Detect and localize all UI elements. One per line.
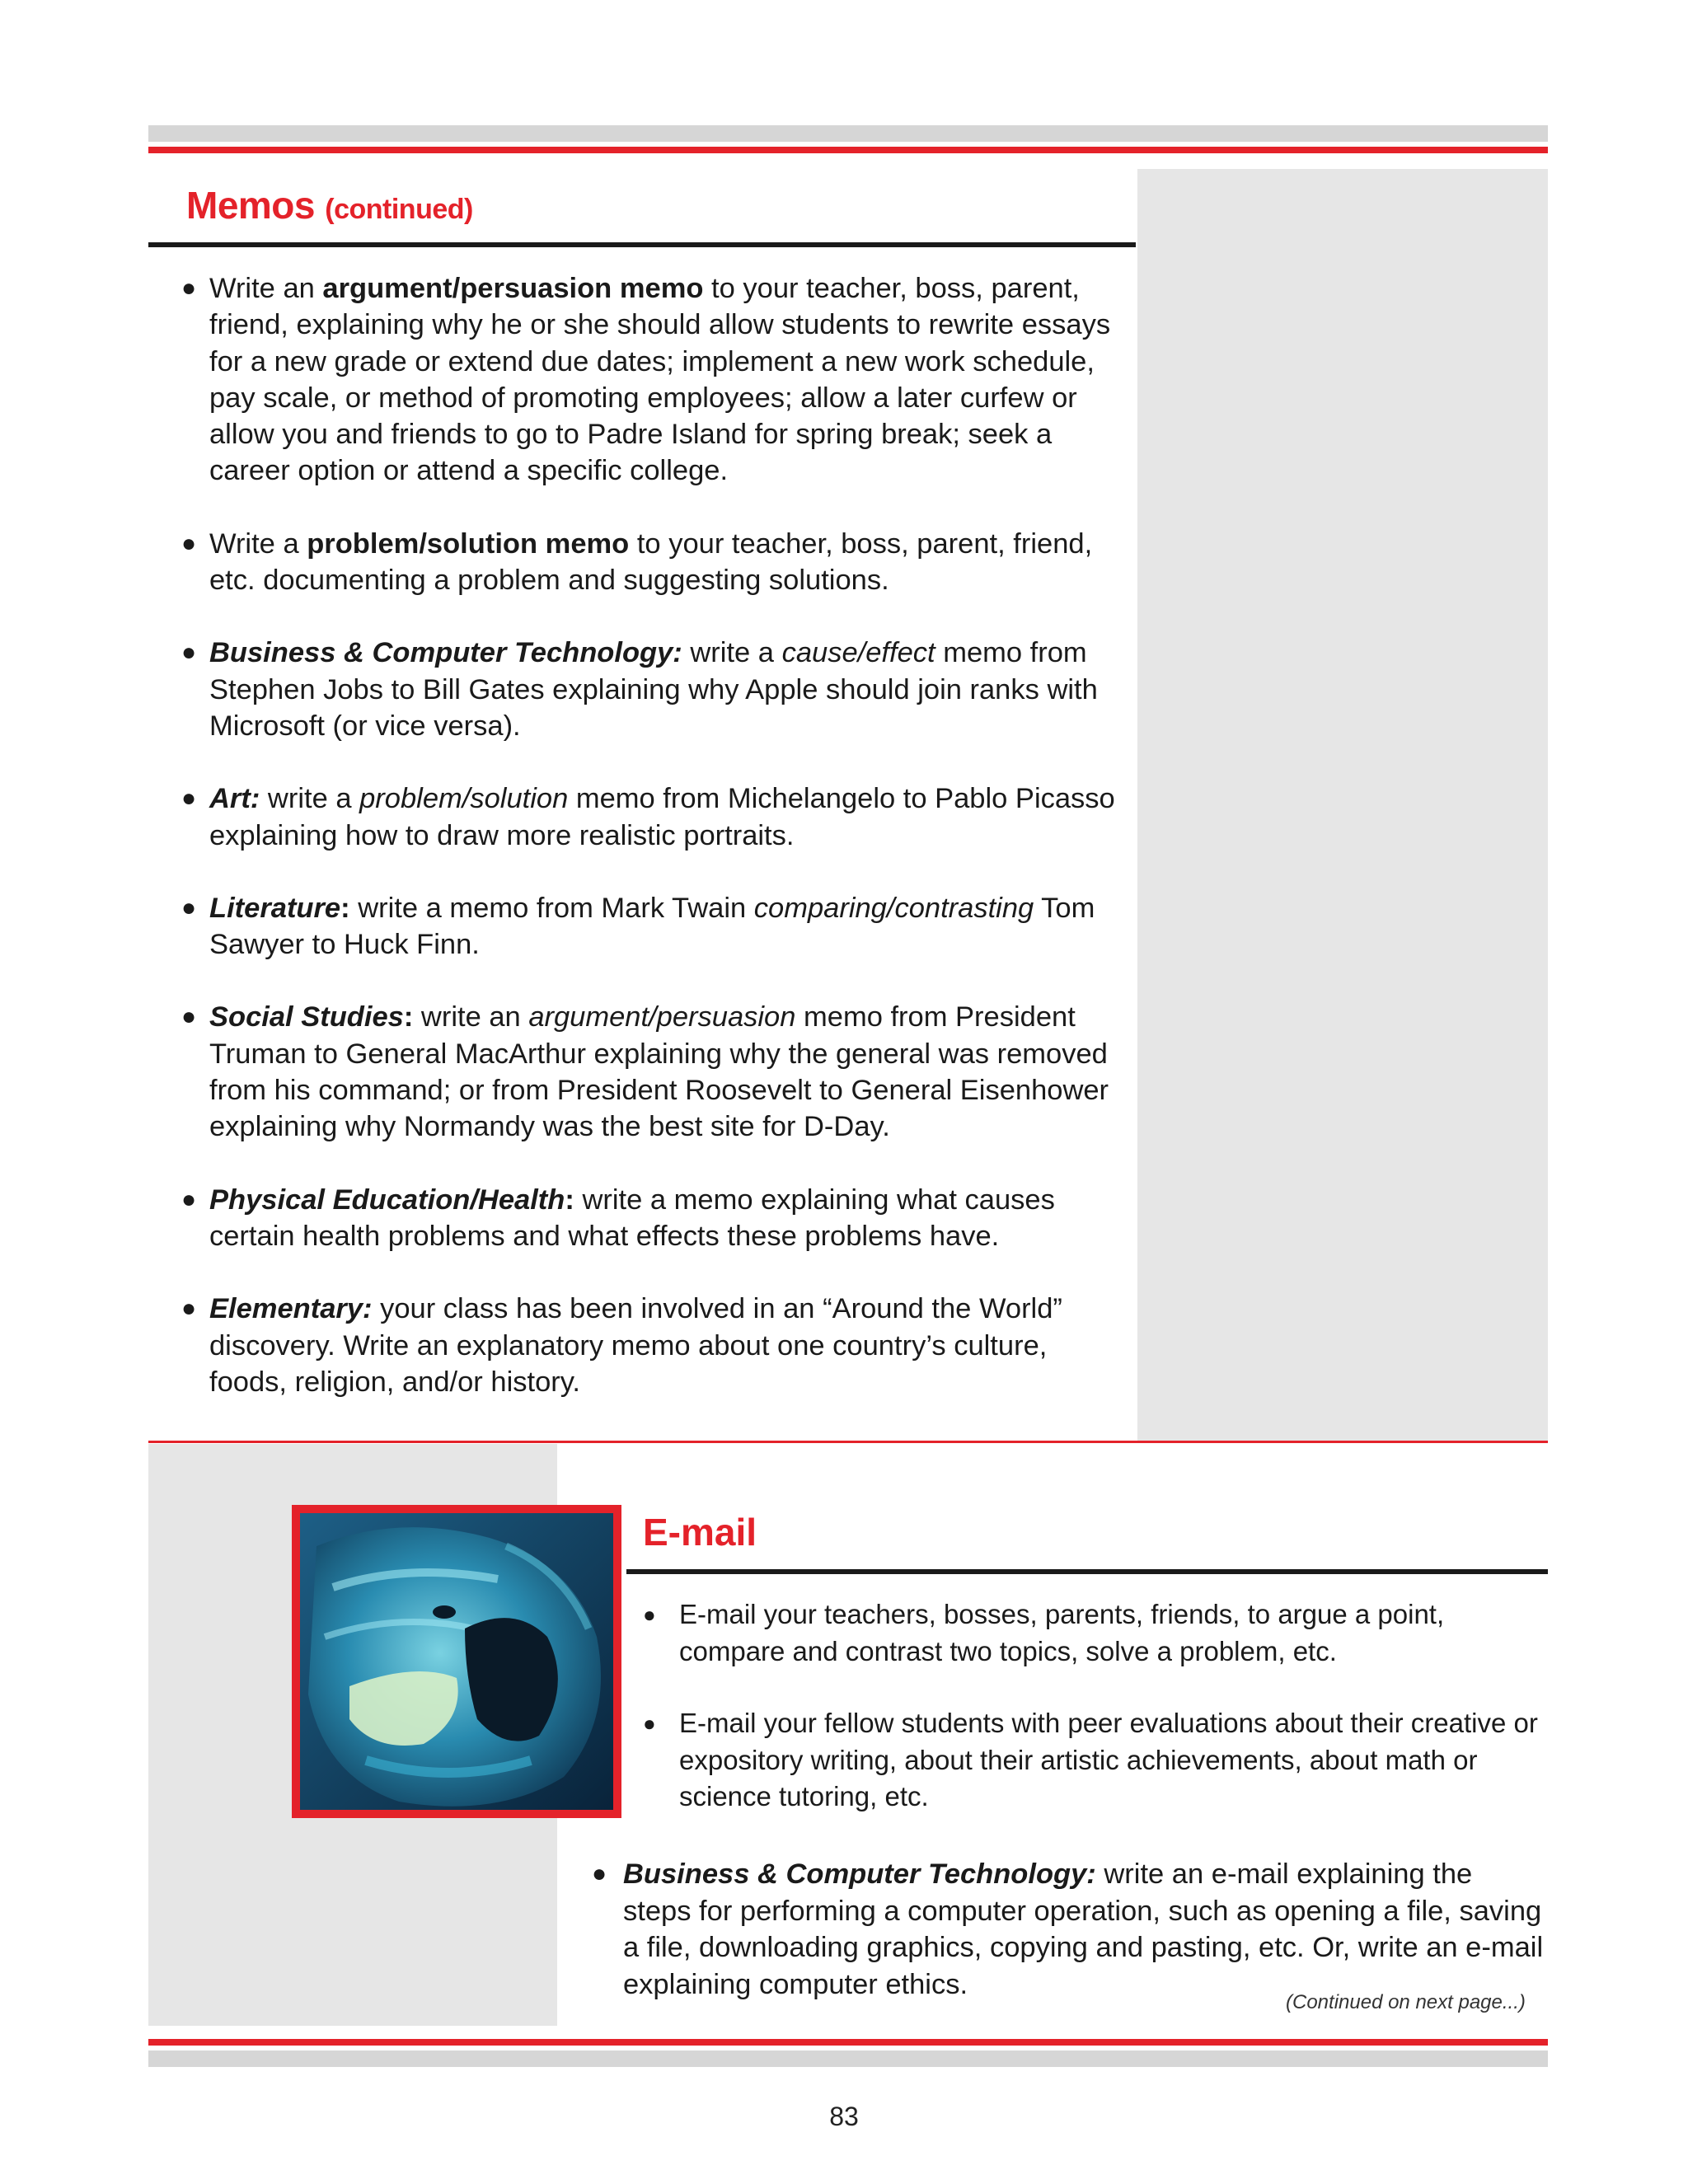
- face-illustration-icon: [300, 1513, 613, 1810]
- list-item: ● Business & Computer Technology: write a cause/effect memo from Stephen Jobs to Bill Gates explaining why Apple should join ranks with Microsoft (or vice versa).: [181, 635, 1121, 744]
- subject-label: Business & Computer Technology:: [623, 1858, 1096, 1890]
- list-item: ● Business & Computer Technology: write an e-mail explaining the steps for performing a computer operation, such as opening a file, saving a file, downloading graphics, copying and pasting, etc. Or, write an e-mail explaining computer ethics.: [592, 1856, 1548, 2003]
- subject-label: Social Studies: [209, 1001, 404, 1033]
- memos-list: [181, 270, 1121, 1436]
- memos-title-text: Memos: [186, 184, 315, 227]
- page-number: 83: [829, 2102, 859, 2131]
- email-subject-list: [592, 1856, 1548, 2003]
- subject-label: Business & Computer Technology:: [209, 637, 682, 669]
- bottom-red-bar: [148, 2039, 1548, 2046]
- subject-label: Physical Education/Health: [209, 1183, 565, 1216]
- bullet-icon: ●: [643, 1711, 656, 1736]
- continued-note: (Continued on next page...): [1286, 1991, 1526, 2013]
- bullet-icon: ●: [181, 274, 197, 302]
- email-illustration-image: [292, 1505, 621, 1818]
- top-gray-bar: [148, 125, 1548, 142]
- subject-label: Elementary:: [209, 1293, 373, 1325]
- bullet-icon: ●: [181, 1003, 197, 1031]
- bottom-gray-bar: [148, 2050, 1548, 2067]
- subject-label: Art:: [209, 783, 260, 815]
- section-divider: [148, 1441, 1548, 1443]
- list-item: ● E-mail your teachers, bosses, parents, friends, to argue a point, compare and contrast two topics, solve a problem, etc.: [643, 1596, 1550, 1670]
- bullet-icon: ●: [181, 1185, 197, 1213]
- bullet-icon: ●: [181, 893, 197, 921]
- email-heading-rule: [626, 1569, 1548, 1574]
- bullet-icon: ●: [643, 1602, 656, 1627]
- list-item: ● E-mail your fellow students with peer evaluations about their creative or expository writing, about their artistic achievements, about math or science tutoring, etc.: [643, 1705, 1550, 1816]
- memos-title-sub: (continued): [325, 194, 473, 225]
- email-heading: E-mail: [643, 1511, 757, 1554]
- list-item: ● Write an argument/persuasion memo to your teacher, boss, parent, friend, explaining why he or she should allow students to rewrite essays for a new grade or extend due dates; implement a new work schedule, pay scale, or method of promoting employees; allow a later curfew or allow you and friends to go to Padre Island for spring break; seek a career option or attend a specific college.: [181, 270, 1121, 490]
- list-item: ● Elementary: your class has been involved in an “Around the World” discovery. Write an explanatory memo about one country’s culture, foods, religion, and/or history.: [181, 1291, 1121, 1400]
- list-item: ● Physical Education/Health: write a memo explaining what causes certain health problems and what effects these problems have.: [181, 1182, 1121, 1255]
- bullet-icon: ●: [181, 1295, 197, 1323]
- list-item: ● Social Studies: write an argument/persuasion memo from President Truman to General MacArthur explaining why the general was removed from his command; or from President Roosevelt to General Eisenhower explaining why Normandy was the best site for D-Day.: [181, 999, 1121, 1145]
- bullet-icon: ●: [181, 639, 197, 667]
- list-item: ● Art: write a problem/solution memo from Michelangelo to Pablo Picasso explaining how to draw more realistic portraits.: [181, 780, 1121, 854]
- subject-label: Literature: [209, 892, 341, 924]
- bullet-icon: ●: [181, 529, 197, 557]
- top-red-bar: [148, 147, 1548, 153]
- bullet-icon: ●: [592, 1860, 607, 1887]
- memo-sidebar-panel: [1137, 169, 1548, 1442]
- bullet-icon: ●: [181, 785, 197, 813]
- memos-heading: [186, 183, 473, 227]
- email-list: [643, 1596, 1550, 1851]
- memos-heading-rule: [148, 242, 1136, 247]
- list-item: ● Literature: write a memo from Mark Twain comparing/contrasting Tom Sawyer to Huck Finn.: [181, 890, 1121, 963]
- list-item: ● Write a problem/solution memo to your teacher, boss, parent, friend, etc. documenting a problem and suggesting solutions.: [181, 526, 1121, 599]
